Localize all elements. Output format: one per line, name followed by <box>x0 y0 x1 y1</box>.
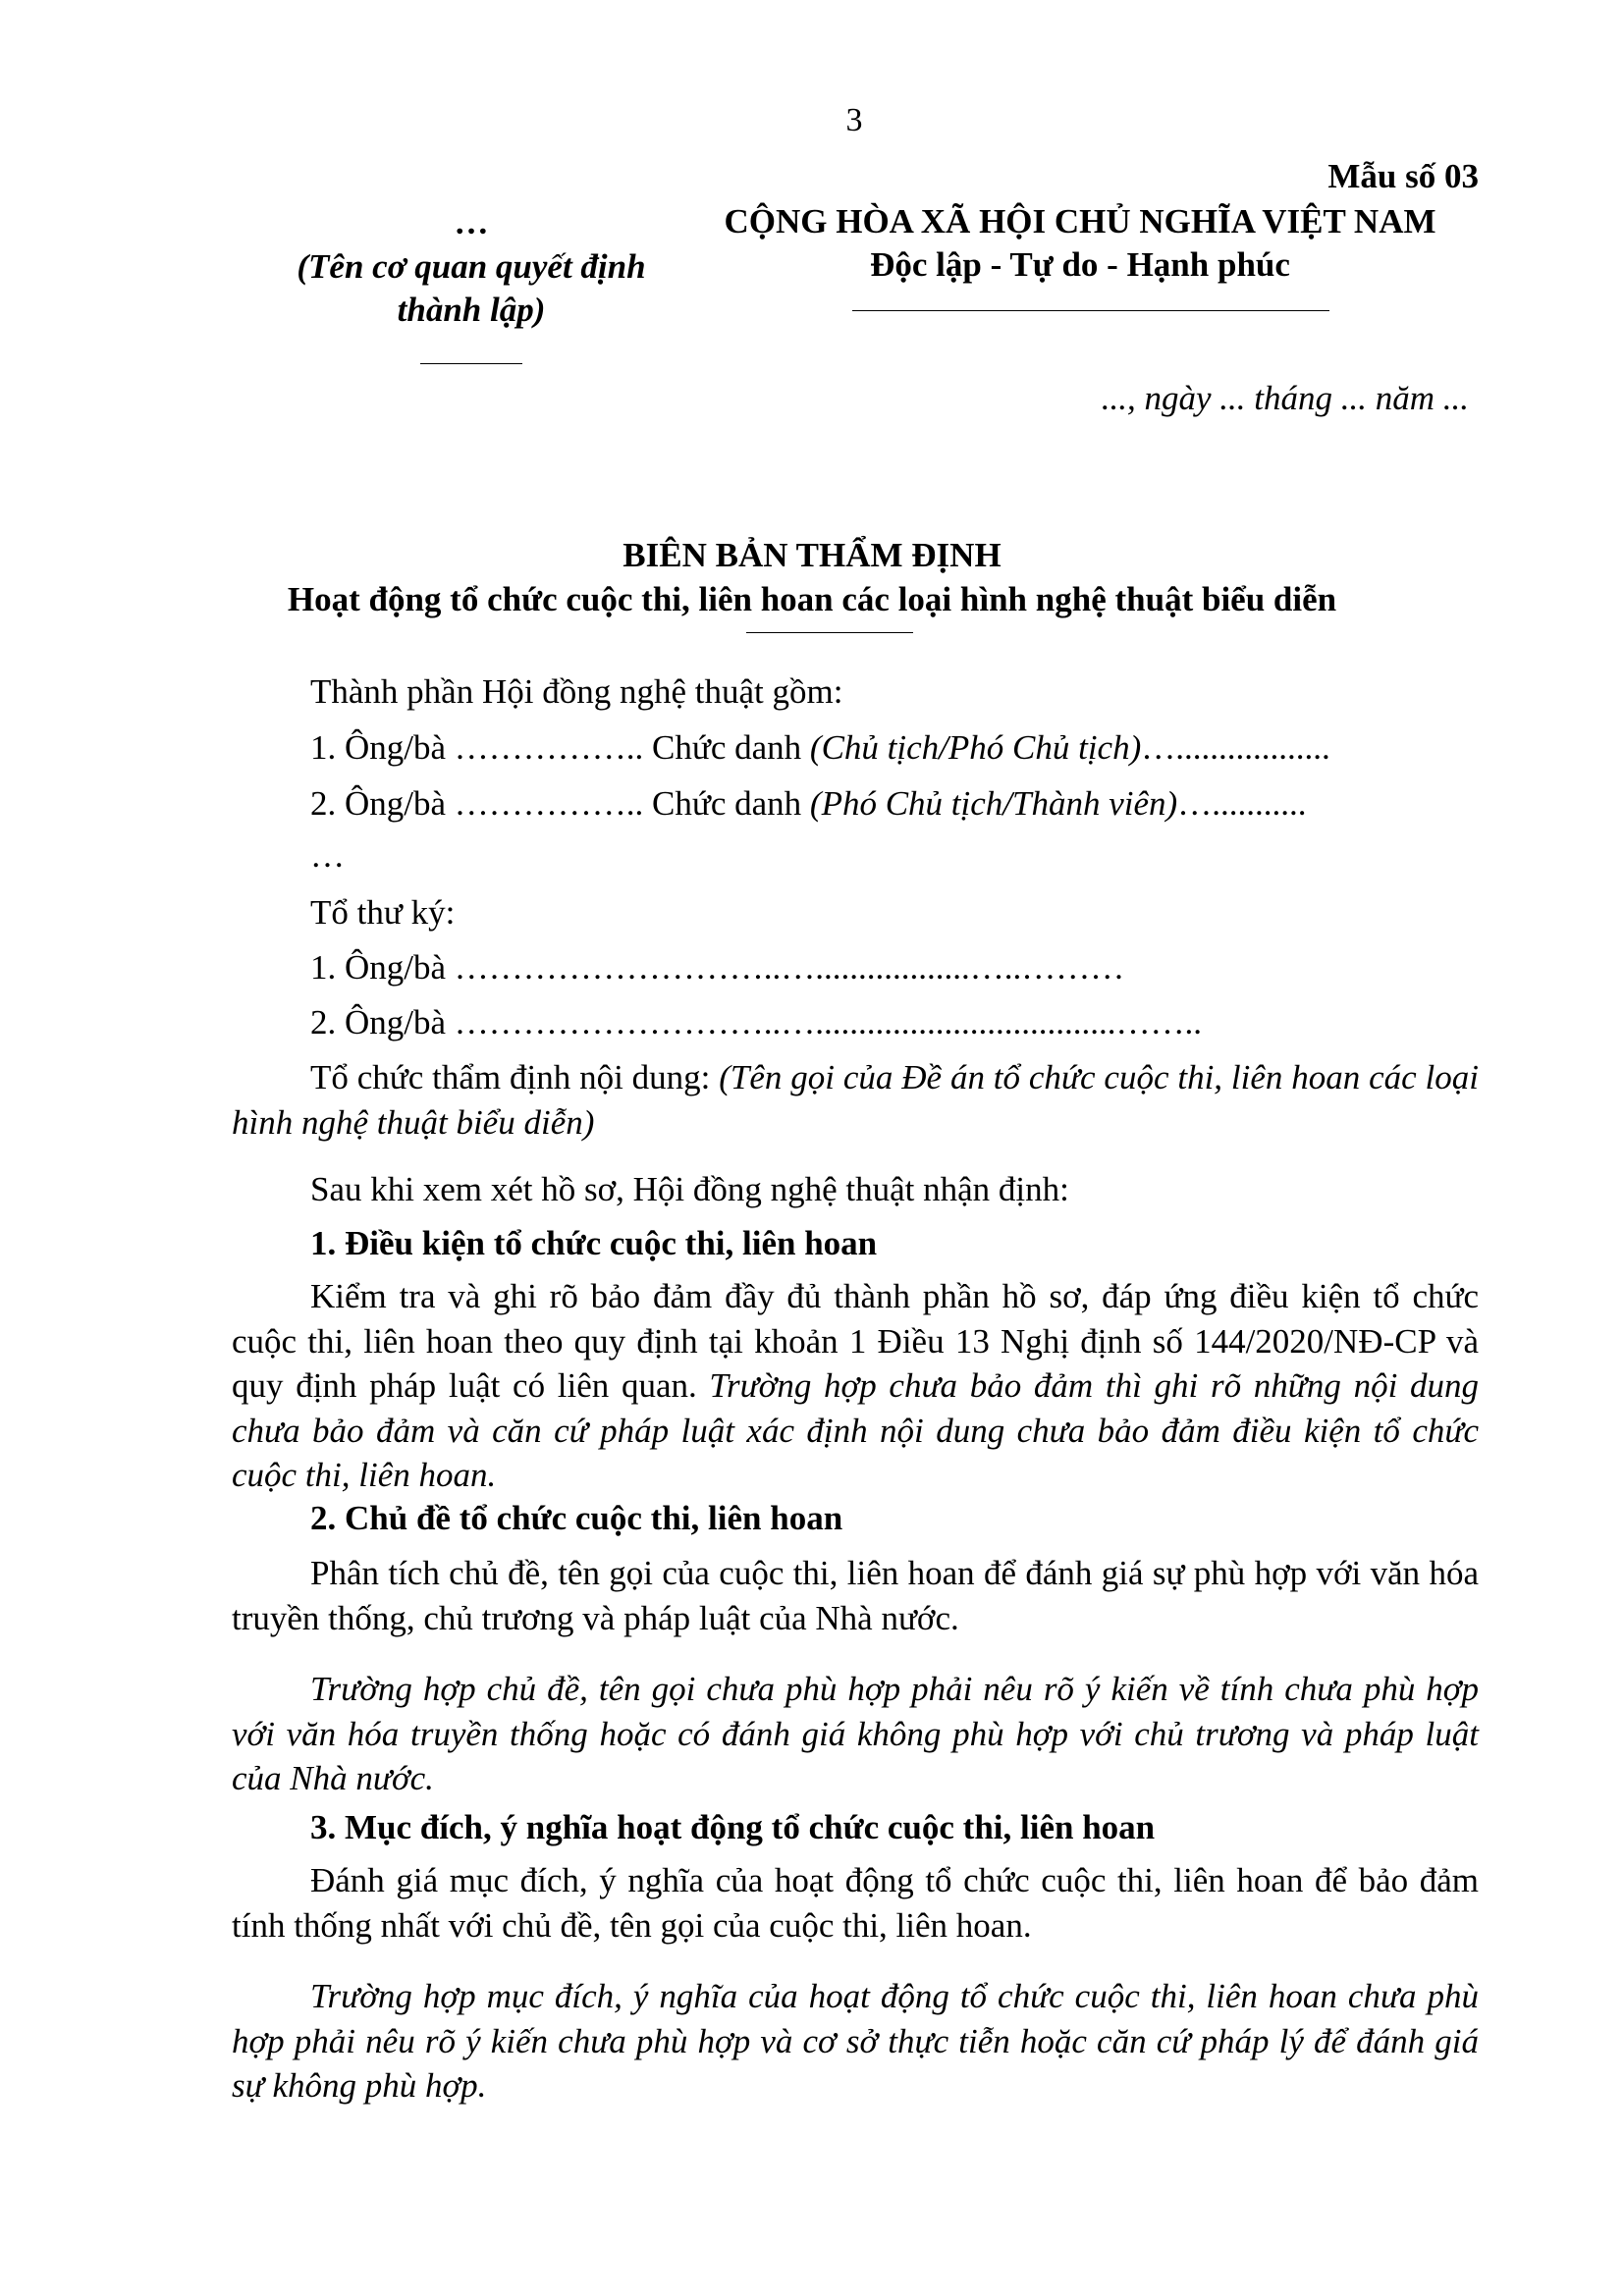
section-1-heading: 1. Điều kiện tổ chức cuộc thi, liên hoan <box>310 1224 878 1262</box>
agency-ellipsis: … <box>454 203 489 241</box>
form-number: Mẫu số 03 <box>1327 157 1479 195</box>
date-line: ..., ngày ... tháng ... năm ... <box>1101 379 1469 417</box>
title-underline <box>746 632 913 633</box>
appraisal-prefix: Tổ chức thẩm định nội dung: <box>310 1058 720 1096</box>
section-3-body-text: Đánh giá mục đích, ý nghĩa của hoạt động tổ chức cuộc thi, liên hoan để bảo đảm tính thống nhất với chủ đề, tên gọi của cuộc thi, liên hoan. <box>232 1861 1479 1945</box>
council-member-1-suffix: ….................. <box>1141 728 1330 767</box>
section-3-heading: 3. Mục đích, ý nghĩa hoạt động tổ chức cuộc thi, liên hoan <box>310 1808 1156 1846</box>
council-member-2 <box>310 782 1306 826</box>
section-3-body <box>232 1858 1479 1948</box>
section-2-body <box>232 1551 1479 1640</box>
page-number: 3 <box>845 102 863 138</box>
section-1-note: Trường hợp chưa bảo đảm thì ghi rõ những nội dung chưa bảo đảm và căn cứ pháp luật xác định nội dung chưa bảo đảm điều kiện tổ chức cuộc thi, liên hoan. <box>232 1366 1479 1494</box>
appraisal-paragraph <box>232 1055 1479 1145</box>
section-2-heading: 2. Chủ đề tổ chức cuộc thi, liên hoan <box>310 1499 843 1537</box>
section-2-body-text: Phân tích chủ đề, tên gọi của cuộc thi, liên hoan để đánh giá sự phù hợp với văn hóa truyền thống, chủ trương và pháp luật của Nhà nước. <box>232 1554 1479 1637</box>
secretary-member-2: 2. Ông/bà ………………………..…...................................…….. <box>310 1003 1203 1041</box>
secretary-heading: Tổ thư ký: <box>310 893 456 932</box>
national-motto: Độc lập - Tự do - Hạnh phúc <box>870 245 1290 284</box>
council-member-2-prefix: 2. Ông/bà …………….. Chức danh <box>310 784 810 823</box>
national-title: CỘNG HÒA XÃ HỘI CHỦ NGHĨA VIỆT NAM <box>724 202 1436 240</box>
section-2-note <box>232 1667 1479 1801</box>
motto-underline <box>852 310 1329 311</box>
council-more: … <box>310 836 345 875</box>
agency-name: (Tên cơ quan quyết định thành lập) <box>297 247 646 329</box>
council-member-1-role: (Chủ tịch/Phó Chủ tịch) <box>809 728 1142 767</box>
council-heading: Thành phần Hội đồng nghệ thuật gồm: <box>310 672 843 711</box>
section-1-paragraph <box>232 1274 1479 1498</box>
appraisal-detail: (Tên gọi của Đề án tổ chức cuộc thi, liên hoan các loại hình nghệ thuật biểu diễn) <box>232 1058 1479 1142</box>
section-2-note-text: Trường hợp chủ đề, tên gọi chưa phù hợp phải nêu rõ ý kiến về tính chưa phù hợp với văn hóa truyền thống hoặc có đánh giá không phù hợp với chủ trương và pháp luật của Nhà nước. <box>232 1670 1479 1797</box>
agency-underline <box>420 363 522 364</box>
review-intro: Sau khi xem xét hồ sơ, Hội đồng nghệ thuật nhận định: <box>310 1170 1069 1208</box>
section-3-note <box>232 1974 1479 2109</box>
council-member-1-prefix: 1. Ông/bà …………….. Chức danh <box>310 728 810 767</box>
document-subtitle: Hoạt động tổ chức cuộc thi, liên hoan các loại hình nghệ thuật biểu diễn <box>287 580 1337 618</box>
document-title: BIÊN BẢN THẨM ĐỊNH <box>623 536 1001 574</box>
secretary-member-1: 1. Ông/bà ………………………..…..................…..……… <box>310 948 1125 987</box>
council-member-2-role: (Phó Chủ tịch/Thành viên) <box>809 784 1178 823</box>
section-1-body: Kiểm tra và ghi rõ bảo đảm đầy đủ thành phần hồ sơ, đáp ứng điều kiện tổ chức cuộc thi, liên hoan theo quy định tại khoản 1 Điều 13 Nghị định số 144/2020/NĐ-CP và quy định pháp luật có liên quan. <box>232 1277 1479 1405</box>
section-3-note-text: Trường hợp mục đích, ý nghĩa của hoạt động tổ chức cuộc thi, liên hoan chưa phù hợp phải nêu rõ ý kiến chưa phù hợp và cơ sở thực tiễn hoặc căn cứ pháp lý để đánh giá sự không phù hợp. <box>232 1977 1479 2105</box>
council-member-2-suffix: …........... <box>1177 784 1307 823</box>
council-member-1 <box>310 726 1330 770</box>
